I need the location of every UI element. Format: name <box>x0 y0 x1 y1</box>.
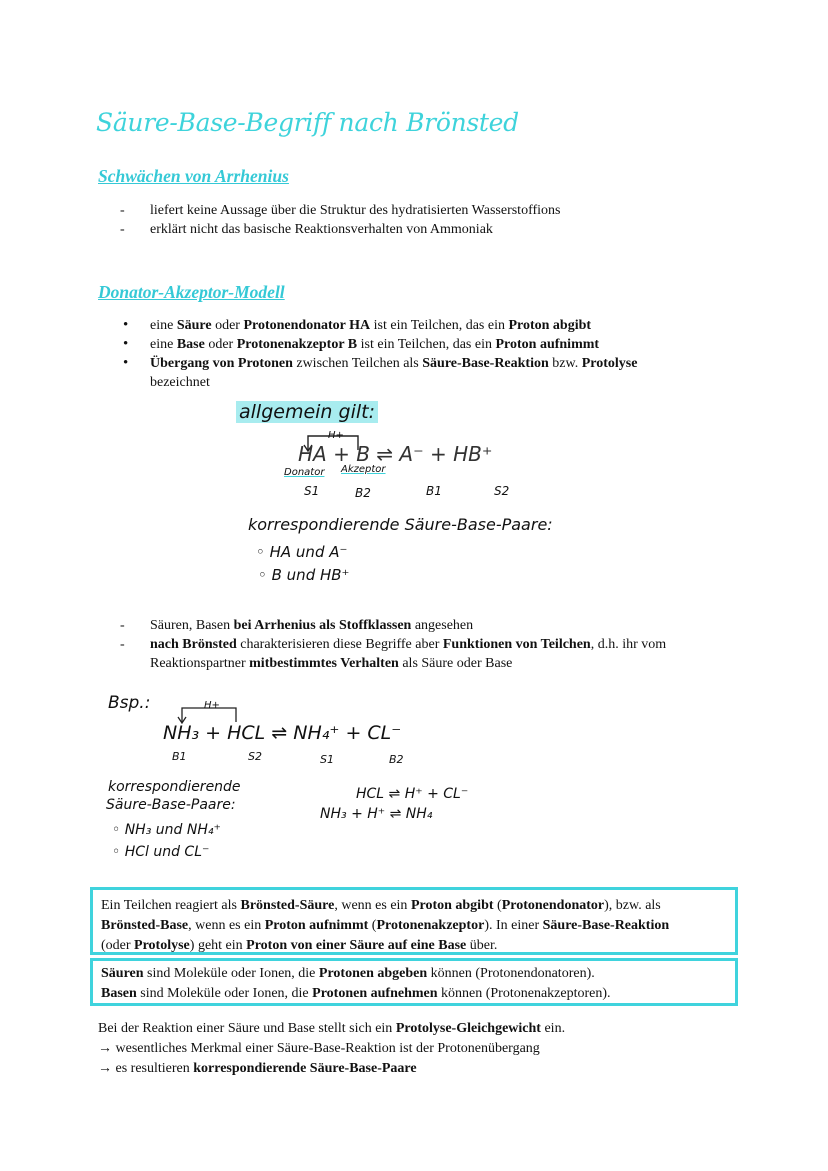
closing-paragraph <box>98 1019 758 1079</box>
pair-item: ◦ HCl und CL⁻ <box>112 844 210 860</box>
equation-general: HA + B ⇌ A⁻ + HB⁺ <box>298 442 493 466</box>
label-s1: S1 <box>304 484 320 498</box>
example-header: Bsp.: <box>108 693 151 713</box>
equation-example: NH₃ + HCL ⇌ NH₄⁺ + CL⁻ <box>163 722 402 744</box>
side-equation: HCL ⇌ H⁺ + CL⁻ <box>356 786 469 802</box>
list-item: - liefert keine Aussage über die Struktur des hydratisierten Wasserstoffions <box>120 201 760 220</box>
note-header: allgemein gilt: <box>236 401 378 423</box>
label-akzeptor: Akzeptor <box>341 464 386 475</box>
proton-label: H+ <box>328 430 344 441</box>
pairs-header: korrespondierende Säure-Base-Paare: <box>248 515 553 534</box>
list-item: - Säuren, Basen bei Arrhenius als Stoffklassen angesehen <box>120 616 760 635</box>
label-b2: B2 <box>389 753 404 766</box>
proton-label: H+ <box>204 700 220 711</box>
list-item: • eine Säure oder Protonendonator HA ist ein Teilchen, das ein Proton abgibt <box>120 316 760 335</box>
closing-line: Bei der Reaktion einer Säure und Base stellt sich ein Protolyse-Gleichgewicht ein. <box>98 1021 566 1036</box>
label-s2: S2 <box>494 484 510 498</box>
closing-line: → es resultieren korrespondierende Säure-Base-Paare <box>98 1061 417 1076</box>
pairs-header-line2: Säure-Base-Paare: <box>106 797 236 813</box>
side-equation: NH₃ + H⁺ ⇌ NH₄ <box>320 806 433 822</box>
list-item: - nach Brönsted charakterisieren diese Begriffe aber Funktionen von Teilchen, d.h. ihr vom Reaktionspartner mitbestimmtes Verhalten als Säure oder Base <box>120 635 760 673</box>
list-item: • eine Base oder Protonenakzeptor B ist ein Teilchen, das ein Proton aufnimmt <box>120 335 760 354</box>
list-item: - erklärt nicht das basische Reaktionsverhalten von Ammoniak <box>120 220 760 239</box>
pairs-header-line1: korrespondierende <box>108 779 241 795</box>
label-s2: S2 <box>248 750 262 763</box>
definition-box-broensted: Ein Teilchen reagiert als Brönsted-Säure, wenn es ein Proton abgibt (Protonendonator), bzw. als Brönsted-Base, wenn es ein Proton aufnimmt (Protonenakzeptor). In einer Säure-Base-Reaktion (oder Protolyse) geht ein Proton von einer Säure auf eine Base über. <box>90 887 738 955</box>
list-item: • Übergang von Protonen zwischen Teilchen als Säure-Base-Reaktion bzw. Protolyse bezeichnet <box>120 354 760 392</box>
pair-item: ◦ NH₃ und NH₄⁺ <box>112 822 221 838</box>
heading-donator-akzeptor: Donator-Akzeptor-Modell <box>98 282 285 302</box>
label-b1: B1 <box>172 750 187 763</box>
definition-box-saeuren-basen: Säuren sind Moleküle oder Ionen, die Protonen abgeben können (Protonendonatoren). Basen sind Moleküle oder Ionen, die Protonen aufnehmen können (Protonenakzeptoren). <box>90 958 738 1006</box>
label-donator: Donator <box>284 467 325 478</box>
label-b1: B1 <box>426 484 442 498</box>
pair-item: ◦ HA und A⁻ <box>256 543 348 561</box>
page-title: Säure-Base-Begriff nach Brönsted <box>96 108 519 137</box>
pair-item: ◦ B und HB⁺ <box>258 566 350 584</box>
label-s1: S1 <box>320 753 334 766</box>
heading-schwaechen: Schwächen von Arrhenius <box>98 166 289 186</box>
closing-line: → wesentliches Merkmal einer Säure-Base-Reaktion ist der Protonenübergang <box>98 1041 540 1056</box>
label-b2: B2 <box>355 486 371 500</box>
